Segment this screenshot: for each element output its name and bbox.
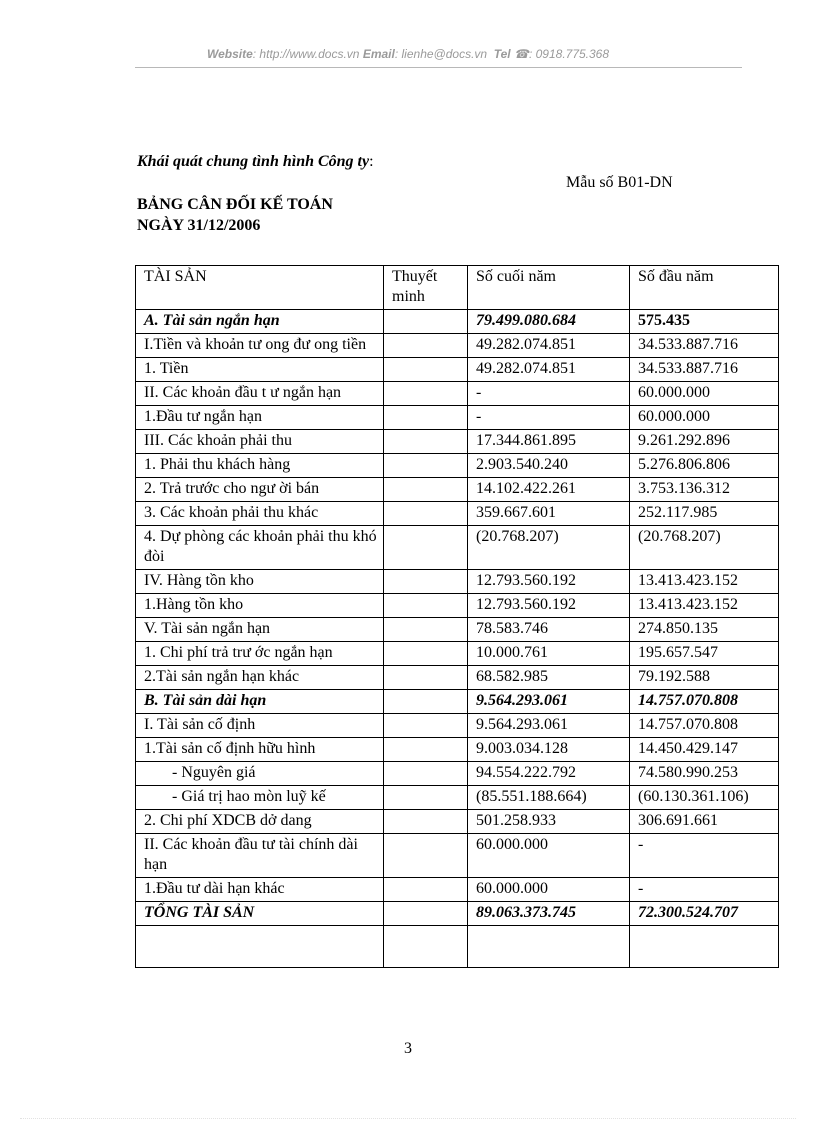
website-label: Website — [206, 47, 253, 61]
footer-divider — [20, 1118, 796, 1119]
email-value: : lienhe@docs.vn — [394, 47, 488, 61]
row-note — [384, 594, 468, 618]
table-row — [136, 334, 779, 358]
row-label: 1. Phải thu khách hàng — [136, 454, 384, 478]
row-end-value: 60.000.000 — [468, 834, 630, 878]
row-label: III. Các khoản phải thu — [136, 430, 384, 454]
row-start-value: 14.757.070.808 — [630, 714, 779, 738]
row-end-value: 68.582.985 — [468, 666, 630, 690]
row-start-value — [630, 926, 779, 968]
row-start-value: 306.691.661 — [630, 810, 779, 834]
row-end-value: 9.564.293.061 — [468, 690, 630, 714]
row-note — [384, 786, 468, 810]
document-header — [0, 47, 816, 61]
row-start-value: 74.580.990.253 — [630, 762, 779, 786]
row-end-value: 9.003.034.128 — [468, 738, 630, 762]
table-row — [136, 310, 779, 334]
header-divider — [135, 67, 742, 68]
row-start-value: 34.533.887.716 — [630, 334, 779, 358]
row-note — [384, 526, 468, 570]
row-end-value: 10.000.761 — [468, 642, 630, 666]
row-label: 2. Chi phí XDCB dở dang — [136, 810, 384, 834]
row-label: 4. Dự phòng các khoản phải thu khó đòi — [136, 526, 384, 570]
intro-heading — [137, 153, 374, 171]
row-note — [384, 310, 468, 334]
row-label: 2.Tài sản ngắn hạn khác — [136, 666, 384, 690]
row-note — [384, 926, 468, 968]
row-end-value: 14.102.422.261 — [468, 478, 630, 502]
row-label: TỔNG TÀI SẢN — [136, 902, 384, 926]
row-label: IV. Hàng tồn kho — [136, 570, 384, 594]
row-label: 1. Chi phí trả trư ớc ngắn hạn — [136, 642, 384, 666]
page-number: 3 — [404, 1040, 412, 1057]
row-start-value: 9.261.292.896 — [630, 430, 779, 454]
balance-sheet-table — [135, 265, 779, 968]
table-row — [136, 454, 779, 478]
row-label: I.Tiền và khoản tư ong đư ong tiền — [136, 334, 384, 358]
row-start-value: 14.450.429.147 — [630, 738, 779, 762]
row-end-value: 359.667.601 — [468, 502, 630, 526]
row-label: V. Tài sản ngắn hạn — [136, 618, 384, 642]
table-row — [136, 642, 779, 666]
row-note — [384, 878, 468, 902]
row-end-value: 12.793.560.192 — [468, 594, 630, 618]
table-row — [136, 786, 779, 810]
row-start-value: 60.000.000 — [630, 382, 779, 406]
row-label: B. Tài sản dài hạn — [136, 690, 384, 714]
header-start-year: Số đầu năm — [630, 266, 779, 310]
row-label: 1.Hàng tồn kho — [136, 594, 384, 618]
row-end-value: 12.793.560.192 — [468, 570, 630, 594]
title-line-1: BẢNG CÂN ĐỐI KẾ TOÁN — [137, 196, 333, 213]
row-label — [136, 926, 384, 968]
row-end-value: 79.499.080.684 — [468, 310, 630, 334]
row-note — [384, 902, 468, 926]
row-start-value: 79.192.588 — [630, 666, 779, 690]
row-note — [384, 690, 468, 714]
row-label: II. Các khoản đầu tư tài chính dài hạn — [136, 834, 384, 878]
table-row — [136, 714, 779, 738]
row-note — [384, 618, 468, 642]
row-end-value: (85.551.188.664) — [468, 786, 630, 810]
row-end-value: 49.282.074.851 — [468, 334, 630, 358]
row-label: 1.Đầu tư ngắn hạn — [136, 406, 384, 430]
header-note: Thuyết minh — [384, 266, 468, 310]
table-row — [136, 810, 779, 834]
table-row — [136, 878, 779, 902]
table-row — [136, 406, 779, 430]
row-start-value: 14.757.070.808 — [630, 690, 779, 714]
row-note — [384, 738, 468, 762]
table-header-row — [136, 266, 779, 310]
row-note — [384, 430, 468, 454]
table-row — [136, 926, 779, 968]
row-start-value: - — [630, 878, 779, 902]
table-row — [136, 762, 779, 786]
row-end-value: 94.554.222.792 — [468, 762, 630, 786]
table-row — [136, 690, 779, 714]
row-start-value: 575.435 — [630, 310, 779, 334]
row-start-value: (60.130.361.106) — [630, 786, 779, 810]
row-end-value: 78.583.746 — [468, 618, 630, 642]
row-note — [384, 762, 468, 786]
table-row — [136, 478, 779, 502]
row-label: II. Các khoản đầu t ư ngắn hạn — [136, 382, 384, 406]
row-note — [384, 810, 468, 834]
email-label: Email — [362, 47, 395, 61]
row-note — [384, 714, 468, 738]
row-start-value: 3.753.136.312 — [630, 478, 779, 502]
row-label: 1.Tài sản cố định hữu hình — [136, 738, 384, 762]
row-label: 1.Đầu tư dài hạn khác — [136, 878, 384, 902]
row-start-value: 5.276.806.806 — [630, 454, 779, 478]
table-row — [136, 358, 779, 382]
row-note — [384, 382, 468, 406]
table-row — [136, 902, 779, 926]
table-row — [136, 834, 779, 878]
row-note — [384, 454, 468, 478]
row-note — [384, 666, 468, 690]
row-start-value: (20.768.207) — [630, 526, 779, 570]
table-row — [136, 502, 779, 526]
table-row — [136, 594, 779, 618]
row-start-value: 34.533.887.716 — [630, 358, 779, 382]
intro-colon: : — [369, 153, 374, 170]
row-note — [384, 502, 468, 526]
row-end-value: 89.063.373.745 — [468, 902, 630, 926]
form-number: Mẫu số B01-DN — [566, 174, 673, 191]
table-row — [136, 738, 779, 762]
table-row — [136, 570, 779, 594]
header-assets: TÀI SẢN — [136, 266, 384, 310]
table-row — [136, 526, 779, 570]
row-label: 3. Các khoản phải thu khác — [136, 502, 384, 526]
row-note — [384, 570, 468, 594]
row-end-value: - — [468, 406, 630, 430]
title-line-2: NGÀY 31/12/2006 — [137, 217, 261, 234]
row-start-value: 274.850.135 — [630, 618, 779, 642]
row-label: A. Tài sản ngắn hạn — [136, 310, 384, 334]
tel-label: Tel — [493, 47, 511, 61]
table-row — [136, 618, 779, 642]
row-label: 2. Trả trước cho ngư ời bán — [136, 478, 384, 502]
row-start-value: 195.657.547 — [630, 642, 779, 666]
tel-value: : 0918.775.368 — [528, 47, 610, 61]
row-label: - Nguyên giá — [136, 762, 384, 786]
row-label: - Giá trị hao mòn luỹ kế — [136, 786, 384, 810]
row-start-value: 60.000.000 — [630, 406, 779, 430]
row-start-value: - — [630, 834, 779, 878]
table-row — [136, 382, 779, 406]
row-note — [384, 642, 468, 666]
row-label: I. Tài sản cố định — [136, 714, 384, 738]
row-note — [384, 334, 468, 358]
row-note — [384, 406, 468, 430]
row-start-value: 252.117.985 — [630, 502, 779, 526]
row-end-value: (20.768.207) — [468, 526, 630, 570]
row-start-value: 72.300.524.707 — [630, 902, 779, 926]
table-row — [136, 430, 779, 454]
row-end-value: 501.258.933 — [468, 810, 630, 834]
header-end-year: Số cuối năm — [468, 266, 630, 310]
row-end-value: 17.344.861.895 — [468, 430, 630, 454]
row-end-value: 60.000.000 — [468, 878, 630, 902]
row-note — [384, 358, 468, 382]
table-row — [136, 666, 779, 690]
row-label: 1. Tiền — [136, 358, 384, 382]
row-note — [384, 478, 468, 502]
row-note — [384, 834, 468, 878]
intro-text: Khái quát chung tình hình Công ty — [137, 153, 370, 170]
phone-icon: ☎ — [514, 47, 529, 61]
row-end-value: - — [468, 382, 630, 406]
row-end-value — [468, 926, 630, 968]
row-start-value: 13.413.423.152 — [630, 570, 779, 594]
row-end-value: 49.282.074.851 — [468, 358, 630, 382]
row-start-value: 13.413.423.152 — [630, 594, 779, 618]
row-end-value: 2.903.540.240 — [468, 454, 630, 478]
website-value: : http://www.docs.vn — [252, 47, 360, 61]
row-end-value: 9.564.293.061 — [468, 714, 630, 738]
